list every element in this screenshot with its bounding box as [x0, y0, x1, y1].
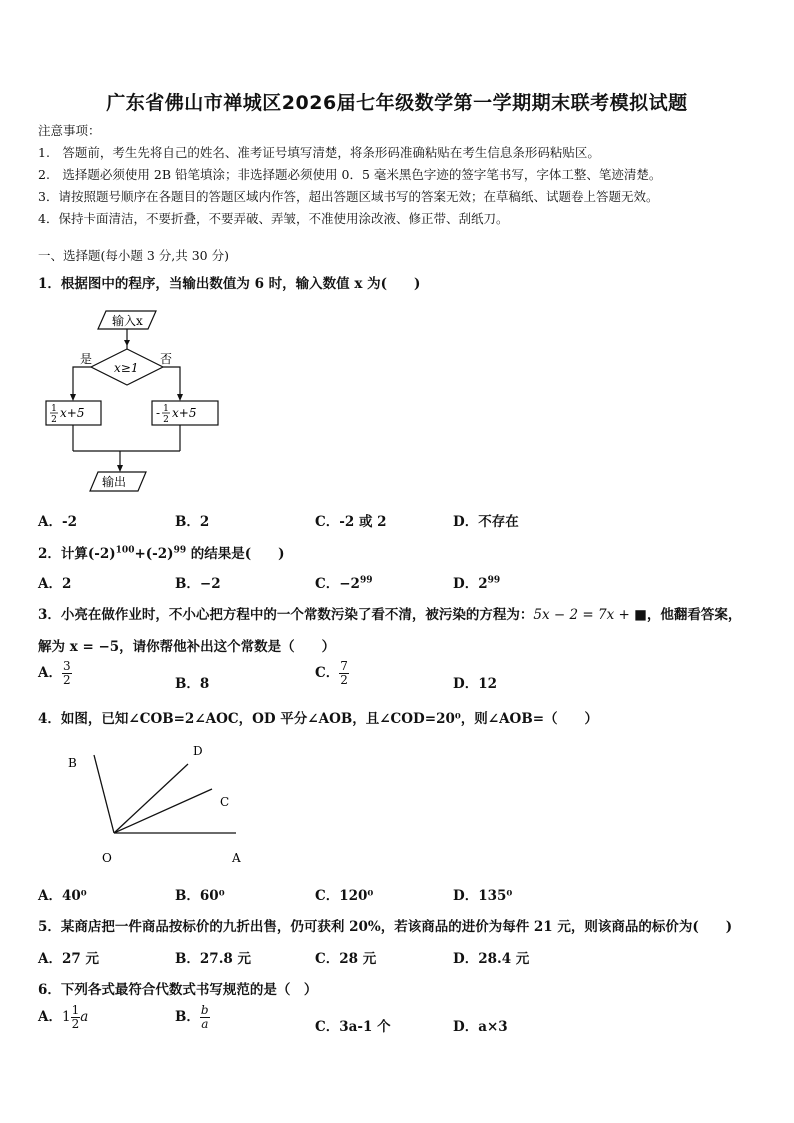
q3-option-d[interactable]: D．12 — [453, 676, 497, 692]
q5-option-d[interactable]: D．28.4 元 — [453, 951, 530, 967]
q1-option-b[interactable]: B．2 — [175, 514, 210, 530]
q2-option-a[interactable]: A．2 — [38, 576, 72, 592]
flow-yes-expr: x+5 — [60, 406, 85, 420]
ray-OB — [94, 755, 114, 833]
q2-option-d[interactable]: D．$2^{99}$ — [453, 575, 501, 592]
flow-frac-den: 2 — [51, 415, 57, 425]
flow-output-label: 输出 — [102, 475, 127, 489]
question-2-stem: 2．计算$(-2)^{100}+(-2)^{99}$ 的结果是( ) — [38, 545, 285, 562]
question-3-stem-line2: 解为 x = −5，请你帮他补出这个常数是（ ） — [38, 639, 336, 655]
flow-yes-label: 是 — [80, 352, 93, 366]
q3-option-b[interactable]: B．8 — [175, 676, 210, 692]
q6-option-c[interactable]: C．3a-1 个 — [315, 1019, 391, 1035]
flow-neg-sign: - — [156, 406, 161, 420]
flow-frac-num: 1 — [51, 404, 57, 414]
flow-input-label: 输入x — [112, 314, 143, 328]
flow-decision-label: x≥1 — [114, 361, 139, 375]
q4-option-c[interactable]: C．120⁰ — [315, 888, 374, 904]
flow-frac-den: 2 — [163, 415, 169, 425]
q2-option-b[interactable]: B．−2 — [175, 576, 221, 592]
q5-option-a[interactable]: A．27 元 — [38, 951, 99, 967]
flow-no-expr: x+5 — [172, 406, 197, 420]
page-title: 广东省佛山市禅城区2026届七年级数学第一学期期末联考模拟试题 — [106, 92, 688, 114]
note-item: 2. 选择题必须使用 2B 铅笔填涂；非选择题必须使用 0．5 毫米黑色字迹的签字笔书写，字体工整、笔迹清楚。 — [38, 167, 662, 182]
q3-equation: 5x − 2 = 7x + ■ — [533, 607, 647, 623]
flow-frac-num: 1 — [163, 404, 169, 414]
q1-option-a[interactable]: A．-2 — [38, 514, 77, 530]
q5-option-c[interactable]: C．28 元 — [315, 951, 377, 967]
q4-option-d[interactable]: D．135⁰ — [453, 888, 513, 904]
q1-option-c[interactable]: C．-2 或 2 — [315, 514, 387, 530]
notes-heading: 注意事项： — [38, 123, 101, 138]
q3-option-c[interactable]: C． $\frac{7}{2}$ — [315, 659, 348, 687]
flow-no-label: 否 — [160, 352, 173, 366]
note-item: 1. 答题前，考生先将自己的姓名、准考证号填写清楚，将条形码准确粘贴在考生信息条形码粘贴区。 — [38, 145, 600, 160]
label-C: C — [220, 795, 230, 809]
angle-diagram — [60, 735, 260, 870]
q5-option-b[interactable]: B．27.8 元 — [175, 951, 251, 967]
question-4-stem: 4．如图，已知∠COB=2∠AOC，OD 平分∠AOB，且∠COD=20⁰，则∠AOB=（ ） — [38, 711, 599, 727]
label-B: B — [68, 756, 77, 770]
note-item: 4．保持卡面清洁，不要折叠，不要弄破、弄皱，不准使用涂改液、修正带、刮纸刀。 — [38, 211, 509, 226]
question-6-stem: 6．下列各式最符合代数式书写规范的是（ ） — [38, 982, 318, 998]
q1-option-d[interactable]: D．不存在 — [453, 514, 519, 530]
q6-option-d[interactable]: D．a×3 — [453, 1019, 508, 1035]
q6-option-b[interactable]: B． $\frac{b}{a}$ — [175, 1003, 209, 1031]
q2-option-c[interactable]: C．$-2^{99}$ — [315, 575, 373, 592]
label-D: D — [193, 744, 203, 758]
question-5-stem: 5．某商店把一件商品按标价的九折出售，仍可获利 20%，若该商品的进价为每件 21 元，则该商品的标价为( ) — [38, 919, 733, 935]
q4-option-a[interactable]: A．40⁰ — [38, 888, 87, 904]
q3-option-a[interactable]: A． $\frac{3}{2}$ — [38, 659, 71, 687]
question-1-stem: 1．根据图中的程序，当输出数值为 6 时，输入数值 x 为( ) — [38, 276, 421, 292]
section-heading: 一、选择题(每小题 3 分,共 30 分) — [38, 248, 229, 263]
note-item: 3．请按照题号顺序在各题目的答题区域内作答，超出答题区域书写的答案无效；在草稿纸、试题卷上答题无效。 — [38, 189, 659, 204]
label-A: A — [232, 851, 241, 865]
label-O: O — [102, 851, 112, 865]
ray-OC — [114, 789, 212, 833]
question-3-stem-line1: 3．小亮在做作业时，不小心把方程中的一个常数污染了看不清，被污染的方程为：5x − 2 = 7x + ■，他翻看答案， — [38, 607, 742, 623]
flowchart-diagram — [40, 305, 240, 500]
ray-OD — [114, 764, 188, 833]
q6-option-a[interactable]: A．1 $\frac{1}{2}$ a — [38, 1003, 89, 1031]
q4-option-b[interactable]: B．60⁰ — [175, 888, 225, 904]
